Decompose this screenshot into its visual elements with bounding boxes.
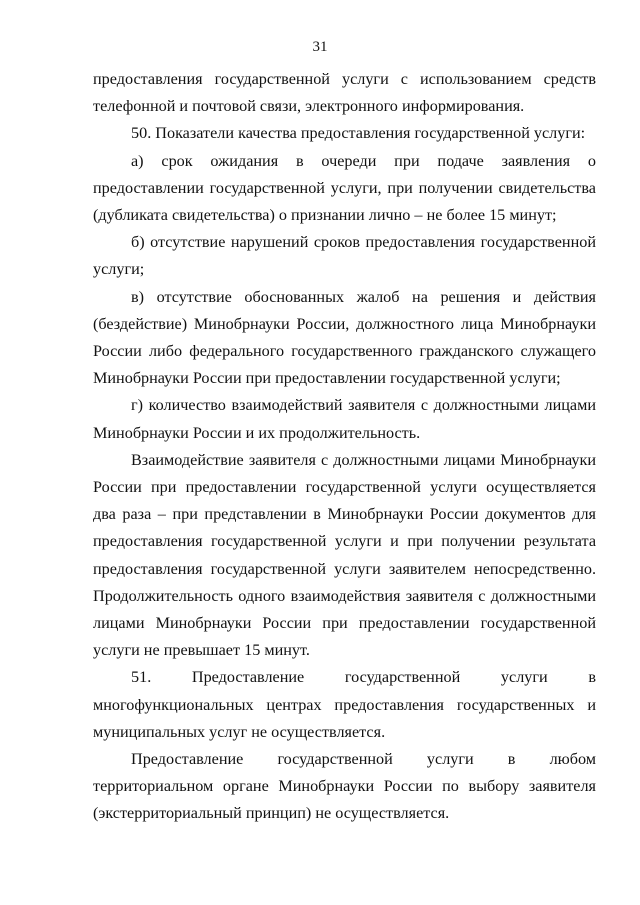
page-number: 31 [312, 39, 328, 55]
document-body [93, 66, 596, 828]
paragraph-interaction: Взаимодействие заявителя с должностными лицами Минобрнауки России при предоставлении государственной услуги осуществляется два раза – при представлении в Минобрнауки России документов для предоставления государственной услуги и при получении результата предоставления государственной услуги заявителем непосредственно. Продолжительность одного взаимодействия заявителя с должностными лицами Минобрнауки России при предоставлении государственной услуги не превышает 15 минут. [93, 450, 596, 660]
paragraph-subitem-g: г) количество взаимодействий заявителя с должностными лицами Минобрнауки России и их продолжительность. [93, 396, 596, 442]
paragraph-subitem-v: в) отсутствие обоснованных жалоб на решения и действия (бездействие) Минобрнауки России, должностного лица Минобрнауки России либо федерального государственного гражданского служащего Минобрнауки России при предоставлении государственной услуги; [93, 287, 596, 388]
paragraph-item-50: 50. Показатели качества предоставления государственной услуги: [131, 124, 586, 143]
paragraph-continuation: предоставления государственной услуги с использованием средств телефонной и почтовой связи, электронного информирования. [93, 70, 596, 116]
paragraph-extraterritorial: Предоставление государственной услуги в любом территориальном органе Минобрнауки России по выбору заявителя (экстерриториальный принцип) не осуществляется. [93, 750, 596, 823]
paragraph-item-51: 51. Предоставление государственной услуги в многофункциональных центрах предоставления государственных и муниципальных услуг не осуществляется. [93, 668, 596, 741]
paragraph-subitem-b: б) отсутствие нарушений сроков предоставления государственной услуги; [93, 233, 596, 279]
paragraph-subitem-a: а) срок ожидания в очереди при подаче заявления о предоставлении государственной услуги, при получении свидетельства (дубликата свидетельства) о признании лично – не более 15 минут; [93, 151, 596, 225]
